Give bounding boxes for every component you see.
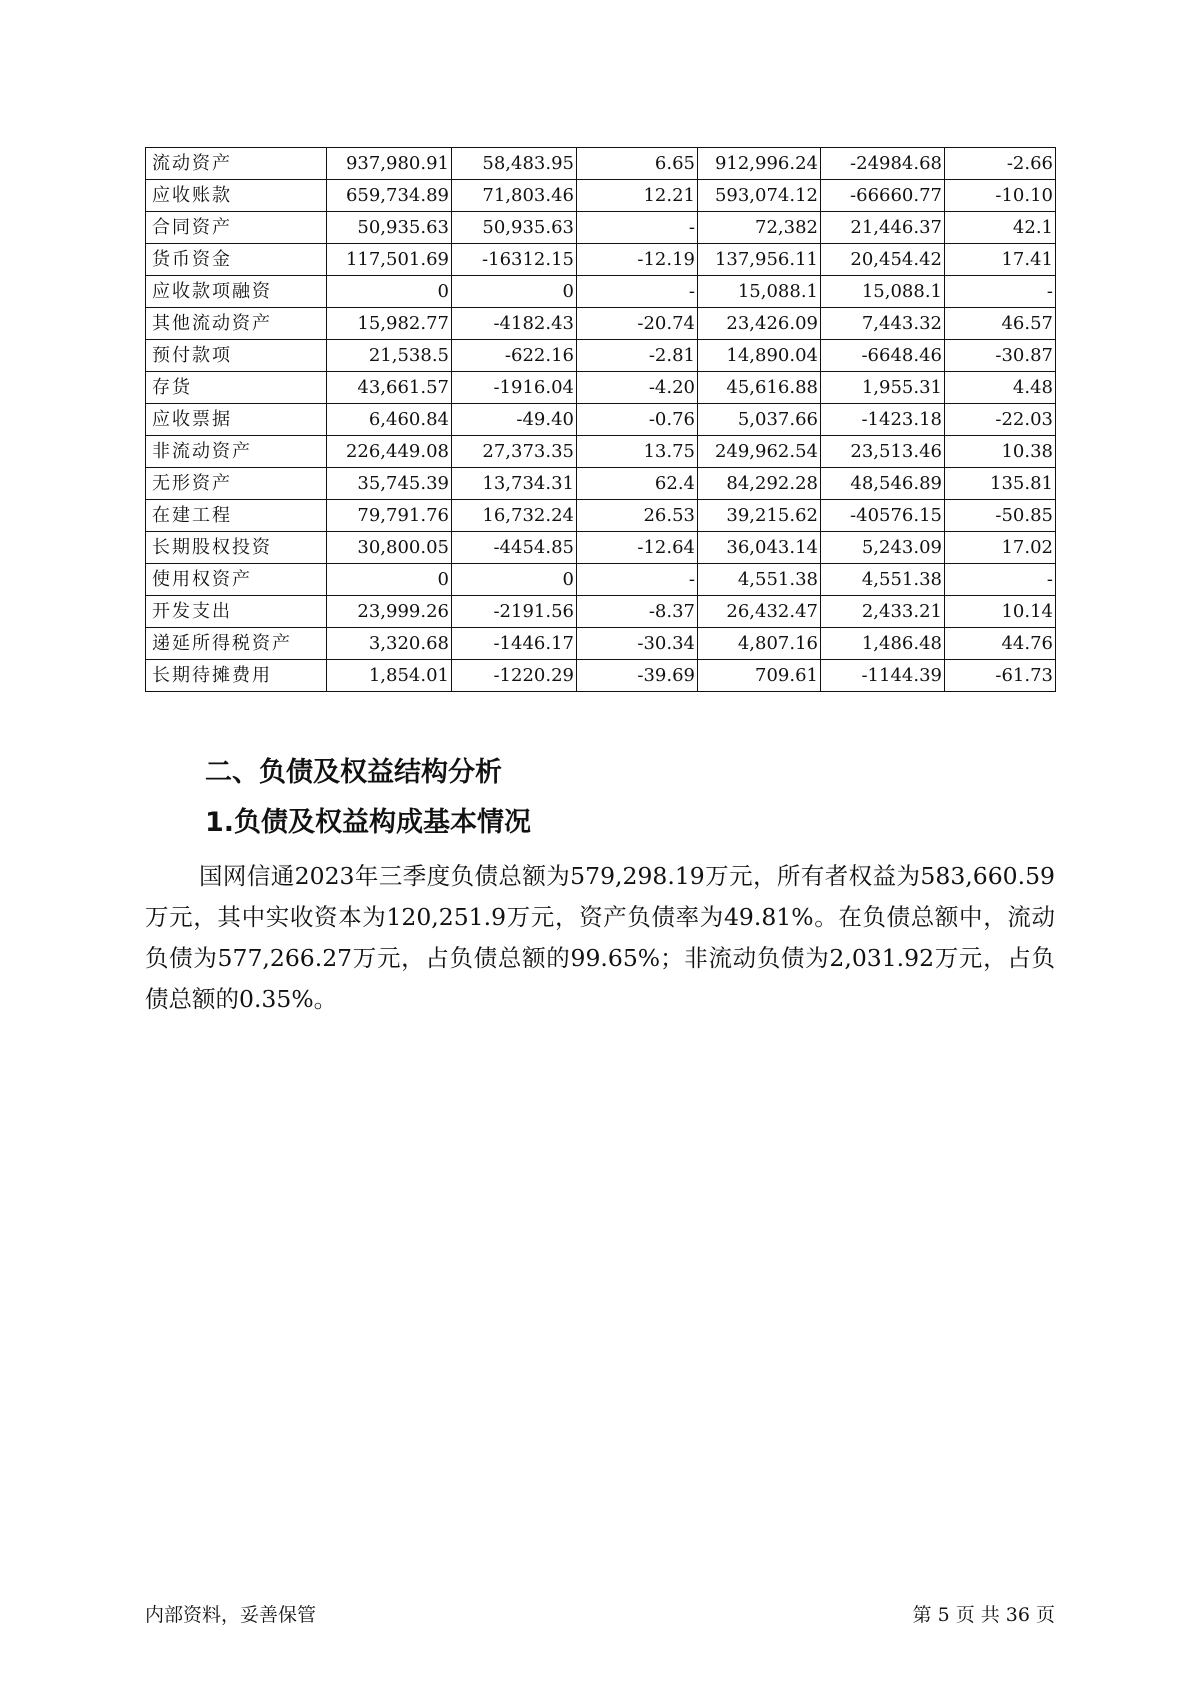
table-row bbox=[146, 500, 1056, 532]
value-cell: 0 bbox=[327, 564, 452, 596]
value-cell: - bbox=[945, 276, 1056, 308]
value-cell: 7,443.32 bbox=[821, 308, 945, 340]
value-cell: 21,446.37 bbox=[821, 212, 945, 244]
table-row bbox=[146, 340, 1056, 372]
value-cell: -1144.39 bbox=[821, 660, 945, 692]
value-cell: 3,320.68 bbox=[327, 628, 452, 660]
row-label-cell: 无形资产 bbox=[146, 468, 327, 500]
table-row bbox=[146, 212, 1056, 244]
value-cell: 30,800.05 bbox=[327, 532, 452, 564]
value-cell: - bbox=[577, 212, 698, 244]
value-cell: -49.40 bbox=[452, 404, 577, 436]
value-cell: -20.74 bbox=[577, 308, 698, 340]
row-label-cell: 应收票据 bbox=[146, 404, 327, 436]
value-cell: - bbox=[577, 276, 698, 308]
value-cell: 5,243.09 bbox=[821, 532, 945, 564]
value-cell: 4.48 bbox=[945, 372, 1056, 404]
row-label-cell: 应收账款 bbox=[146, 180, 327, 212]
row-label-cell: 在建工程 bbox=[146, 500, 327, 532]
value-cell: 659,734.89 bbox=[327, 180, 452, 212]
row-label-cell: 合同资产 bbox=[146, 212, 327, 244]
value-cell: 937,980.91 bbox=[327, 148, 452, 180]
value-cell: -6648.46 bbox=[821, 340, 945, 372]
value-cell: 135.81 bbox=[945, 468, 1056, 500]
table-row bbox=[146, 660, 1056, 692]
value-cell: -24984.68 bbox=[821, 148, 945, 180]
value-cell: 2,433.21 bbox=[821, 596, 945, 628]
value-cell: 249,962.54 bbox=[698, 436, 821, 468]
value-cell: 84,292.28 bbox=[698, 468, 821, 500]
sub-heading: 1.负债及权益构成基本情况 bbox=[205, 807, 532, 838]
value-cell: -2.66 bbox=[945, 148, 1056, 180]
value-cell: 44.76 bbox=[945, 628, 1056, 660]
value-cell: 15,088.1 bbox=[698, 276, 821, 308]
table-row bbox=[146, 148, 1056, 180]
value-cell: - bbox=[945, 564, 1056, 596]
value-cell: 6.65 bbox=[577, 148, 698, 180]
value-cell: -4.20 bbox=[577, 372, 698, 404]
value-cell: -2191.56 bbox=[452, 596, 577, 628]
value-cell: 26.53 bbox=[577, 500, 698, 532]
row-label-cell: 长期股权投资 bbox=[146, 532, 327, 564]
row-label-cell: 流动资产 bbox=[146, 148, 327, 180]
table-row bbox=[146, 596, 1056, 628]
row-label-cell: 使用权资产 bbox=[146, 564, 327, 596]
row-label-cell: 预付款项 bbox=[146, 340, 327, 372]
value-cell: - bbox=[577, 564, 698, 596]
value-cell: -1220.29 bbox=[452, 660, 577, 692]
value-cell: 1,486.48 bbox=[821, 628, 945, 660]
value-cell: -8.37 bbox=[577, 596, 698, 628]
value-cell: 35,745.39 bbox=[327, 468, 452, 500]
value-cell: 10.14 bbox=[945, 596, 1056, 628]
value-cell: 79,791.76 bbox=[327, 500, 452, 532]
value-cell: 17.41 bbox=[945, 244, 1056, 276]
value-cell: 23,999.26 bbox=[327, 596, 452, 628]
table-row bbox=[146, 180, 1056, 212]
value-cell: 0 bbox=[452, 564, 577, 596]
row-label-cell: 长期待摊费用 bbox=[146, 660, 327, 692]
value-cell: 16,732.24 bbox=[452, 500, 577, 532]
value-cell: 226,449.08 bbox=[327, 436, 452, 468]
value-cell: -622.16 bbox=[452, 340, 577, 372]
table-row bbox=[146, 436, 1056, 468]
row-label-cell: 存货 bbox=[146, 372, 327, 404]
value-cell: 1,854.01 bbox=[327, 660, 452, 692]
table-body bbox=[146, 148, 1056, 692]
value-cell: 42.1 bbox=[945, 212, 1056, 244]
value-cell: 117,501.69 bbox=[327, 244, 452, 276]
asset-structure-table bbox=[145, 147, 1056, 692]
value-cell: 10.38 bbox=[945, 436, 1056, 468]
value-cell: 593,074.12 bbox=[698, 180, 821, 212]
value-cell: -50.85 bbox=[945, 500, 1056, 532]
value-cell: 4,807.16 bbox=[698, 628, 821, 660]
value-cell: 15,088.1 bbox=[821, 276, 945, 308]
value-cell: 709.61 bbox=[698, 660, 821, 692]
value-cell: 71,803.46 bbox=[452, 180, 577, 212]
table-row bbox=[146, 372, 1056, 404]
value-cell: 13,734.31 bbox=[452, 468, 577, 500]
value-cell: 0 bbox=[452, 276, 577, 308]
value-cell: 15,982.77 bbox=[327, 308, 452, 340]
row-label-cell: 货币资金 bbox=[146, 244, 327, 276]
value-cell: 27,373.35 bbox=[452, 436, 577, 468]
value-cell: -0.76 bbox=[577, 404, 698, 436]
value-cell: -22.03 bbox=[945, 404, 1056, 436]
value-cell: -16312.15 bbox=[452, 244, 577, 276]
value-cell: 58,483.95 bbox=[452, 148, 577, 180]
value-cell: 14,890.04 bbox=[698, 340, 821, 372]
value-cell: 50,935.63 bbox=[452, 212, 577, 244]
value-cell: 6,460.84 bbox=[327, 404, 452, 436]
table-row bbox=[146, 564, 1056, 596]
value-cell: 4,551.38 bbox=[698, 564, 821, 596]
value-cell: 21,538.5 bbox=[327, 340, 452, 372]
value-cell: -30.87 bbox=[945, 340, 1056, 372]
value-cell: 43,661.57 bbox=[327, 372, 452, 404]
value-cell: -40576.15 bbox=[821, 500, 945, 532]
value-cell: 45,616.88 bbox=[698, 372, 821, 404]
value-cell: 23,513.46 bbox=[821, 436, 945, 468]
value-cell: 13.75 bbox=[577, 436, 698, 468]
value-cell: 137,956.11 bbox=[698, 244, 821, 276]
value-cell: 17.02 bbox=[945, 532, 1056, 564]
table-row bbox=[146, 308, 1056, 340]
value-cell: -4454.85 bbox=[452, 532, 577, 564]
row-label-cell: 开发支出 bbox=[146, 596, 327, 628]
value-cell: 1,955.31 bbox=[821, 372, 945, 404]
table-row bbox=[146, 404, 1056, 436]
value-cell: 0 bbox=[327, 276, 452, 308]
table-row bbox=[146, 244, 1056, 276]
value-cell: 12.21 bbox=[577, 180, 698, 212]
value-cell: -1423.18 bbox=[821, 404, 945, 436]
value-cell: 50,935.63 bbox=[327, 212, 452, 244]
value-cell: -12.19 bbox=[577, 244, 698, 276]
value-cell: -1916.04 bbox=[452, 372, 577, 404]
table-row bbox=[146, 628, 1056, 660]
value-cell: 20,454.42 bbox=[821, 244, 945, 276]
value-cell: 48,546.89 bbox=[821, 468, 945, 500]
value-cell: -39.69 bbox=[577, 660, 698, 692]
body-paragraph: 国网信通2023年三季度负债总额为579,298.19万元，所有者权益为583,660.59万元，其中实收资本为120,251.9万元，资产负债率为49.81%。在负债总额中，流动负债为577,266.27万元，占负债总额的99.65%；非流动负债为2,031.92万元，占负债总额的0.35%。 bbox=[145, 862, 1055, 1013]
value-cell: 62.4 bbox=[577, 468, 698, 500]
table-row bbox=[146, 468, 1056, 500]
value-cell: 26,432.47 bbox=[698, 596, 821, 628]
table-row bbox=[146, 532, 1056, 564]
footer-confidential-note: 内部资料，妥善保管 bbox=[145, 1604, 317, 1626]
value-cell: -12.64 bbox=[577, 532, 698, 564]
value-cell: -2.81 bbox=[577, 340, 698, 372]
value-cell: 39,215.62 bbox=[698, 500, 821, 532]
value-cell: 72,382 bbox=[698, 212, 821, 244]
value-cell: 5,037.66 bbox=[698, 404, 821, 436]
value-cell: 23,426.09 bbox=[698, 308, 821, 340]
value-cell: -4182.43 bbox=[452, 308, 577, 340]
value-cell: 46.57 bbox=[945, 308, 1056, 340]
value-cell: 912,996.24 bbox=[698, 148, 821, 180]
footer-page-number: 第 5 页 共 36 页 bbox=[912, 1604, 1055, 1626]
table-row bbox=[146, 276, 1056, 308]
value-cell: -66660.77 bbox=[821, 180, 945, 212]
value-cell: -1446.17 bbox=[452, 628, 577, 660]
row-label-cell: 其他流动资产 bbox=[146, 308, 327, 340]
value-cell: 4,551.38 bbox=[821, 564, 945, 596]
value-cell: 36,043.14 bbox=[698, 532, 821, 564]
row-label-cell: 应收款项融资 bbox=[146, 276, 327, 308]
section-heading: 二、负债及权益结构分析 bbox=[205, 757, 502, 788]
value-cell: -10.10 bbox=[945, 180, 1056, 212]
value-cell: -30.34 bbox=[577, 628, 698, 660]
row-label-cell: 非流动资产 bbox=[146, 436, 327, 468]
row-label-cell: 递延所得税资产 bbox=[146, 628, 327, 660]
value-cell: -61.73 bbox=[945, 660, 1056, 692]
